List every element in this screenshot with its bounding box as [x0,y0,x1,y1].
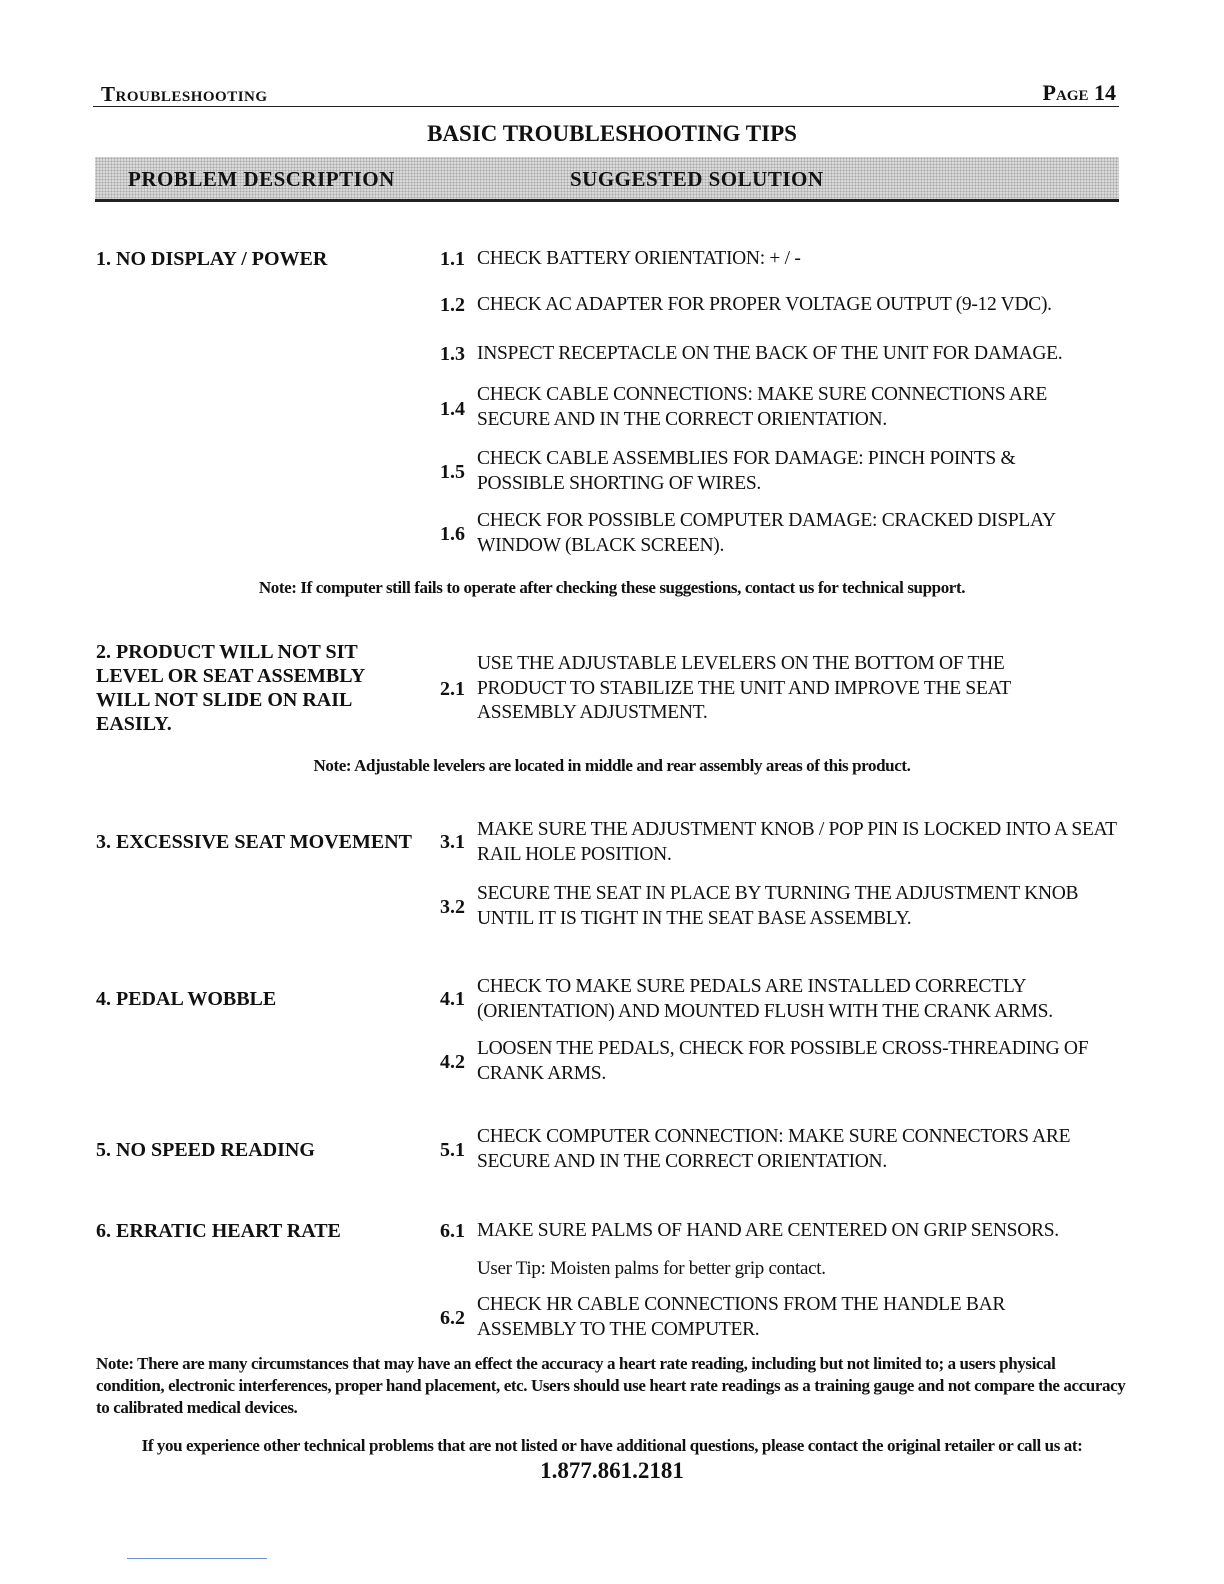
page-title: BASIC TROUBLESHOOTING TIPS [427,121,797,146]
solution-text: CHECK TO MAKE SURE PEDALS ARE INSTALLED CORRECTLY (ORIENTATION) AND MOUNTED FLUSH WITH THE CRANK ARMS. [477,976,1053,1022]
solution-number: 3.2 [440,896,465,918]
solution-text: CHECK AC ADAPTER FOR PROPER VOLTAGE OUTPUT (9-12 VDC). [477,294,1052,315]
problem-title-no-speed: 5. NO SPEED READING [96,1139,315,1161]
solution-text: INSPECT RECEPTACLE ON THE BACK OF THE UNIT FOR DAMAGE. [477,343,1063,364]
column-header-problem: PROBLEM DESCRIPTION [128,167,395,191]
solution-number: 4.1 [440,988,465,1010]
problem-title-seat-movement: 3. EXCESSIVE SEAT MOVEMENT [96,831,412,853]
solution-text: CHECK CABLE CONNECTIONS: MAKE SURE CONNECTIONS ARE SECURE AND IN THE CORRECT ORIENTATION. [477,384,1048,430]
solution-number: 1.2 [440,294,465,316]
problem-title-no-display: 1. NO DISPLAY / POWER [96,248,328,270]
user-tip: User Tip: Moisten palms for better grip contact. [477,1258,826,1279]
problem-title-heart-rate: 6. ERRATIC HEART RATE [96,1220,341,1242]
solution-text: CHECK CABLE ASSEMBLIES FOR DAMAGE: PINCH POINTS & POSSIBLE SHORTING OF WIRES. [477,448,1016,494]
solution-number: 6.1 [440,1220,465,1242]
solution-number: 3.1 [440,831,465,853]
phone-number[interactable]: 1.877.861.2181 [540,1458,684,1483]
solution-number: 1.1 [440,248,465,270]
solution-number: 1.4 [440,398,465,420]
solution-text: SECURE THE SEAT IN PLACE BY TURNING THE ADJUSTMENT KNOB UNTIL IT IS TIGHT IN THE SEAT BASE ASSEMBLY. [477,883,1079,929]
solution-number: 6.2 [440,1307,465,1329]
section-header: Troubleshooting [101,82,268,106]
solution-number: 1.6 [440,523,465,545]
solution-text: USE THE ADJUSTABLE LEVELERS ON THE BOTTOM OF THE PRODUCT TO STABILIZE THE UNIT AND IMPROVE THE SEAT ASSEMBLY ADJUSTMENT. [477,653,1011,723]
note-computer-support: Note: If computer still fails to operate after checking these suggestions, contact us for technical support. [258,578,966,597]
note-levelers: Note: Adjustable levelers are located in middle and rear assembly areas of this product. [313,756,911,775]
solution-text: CHECK HR CABLE CONNECTIONS FROM THE HANDLE BAR ASSEMBLY TO THE COMPUTER. [477,1294,1006,1340]
table-header [95,157,1119,202]
solution-text: CHECK BATTERY ORIENTATION: + / - [477,248,801,269]
problem-title-not-level: 2. PRODUCT WILL NOT SIT LEVEL OR SEAT ASSEMBLY WILL NOT SLIDE ON RAIL EASILY. [96,641,365,735]
note-heart-rate: Note: There are many circumstances that may have an effect the accuracy a heart rate reading, including but not limited to; a users physical condition, electronic interferences, proper hand placement, etc. Users should use heart rate readings as a training gauge and not compare the accuracy to calibrated medical devices. [96,1354,1126,1417]
solution-number: 1.5 [440,461,465,483]
solution-text: CHECK FOR POSSIBLE COMPUTER DAMAGE: CRACKED DISPLAY WINDOW (BLACK SCREEN). [477,510,1056,556]
solution-text: MAKE SURE THE ADJUSTMENT KNOB / POP PIN IS LOCKED INTO A SEAT RAIL HOLE POSITION. [477,819,1117,865]
solution-number: 4.2 [440,1051,465,1073]
header-divider [93,106,1119,107]
contact-text: If you experience other technical problems that are not listed or have additional questions, please contact the original retailer or call us at: [141,1436,1083,1455]
solution-number: 2.1 [440,678,465,700]
footer-line [127,1558,267,1559]
solution-text: CHECK COMPUTER CONNECTION: MAKE SURE CONNECTORS ARE SECURE AND IN THE CORRECT ORIENTATION. [477,1126,1071,1172]
column-header-solution: SUGGESTED SOLUTION [570,167,824,191]
solution-number: 1.3 [440,343,465,365]
solution-text: MAKE SURE PALMS OF HAND ARE CENTERED ON GRIP SENSORS. [477,1220,1059,1241]
page-number: Page 14 [1042,80,1116,105]
problem-title-pedal-wobble: 4. PEDAL WOBBLE [96,988,277,1010]
solution-text: LOOSEN THE PEDALS, CHECK FOR POSSIBLE CROSS-THREADING OF CRANK ARMS. [477,1038,1089,1084]
solution-number: 5.1 [440,1139,465,1161]
